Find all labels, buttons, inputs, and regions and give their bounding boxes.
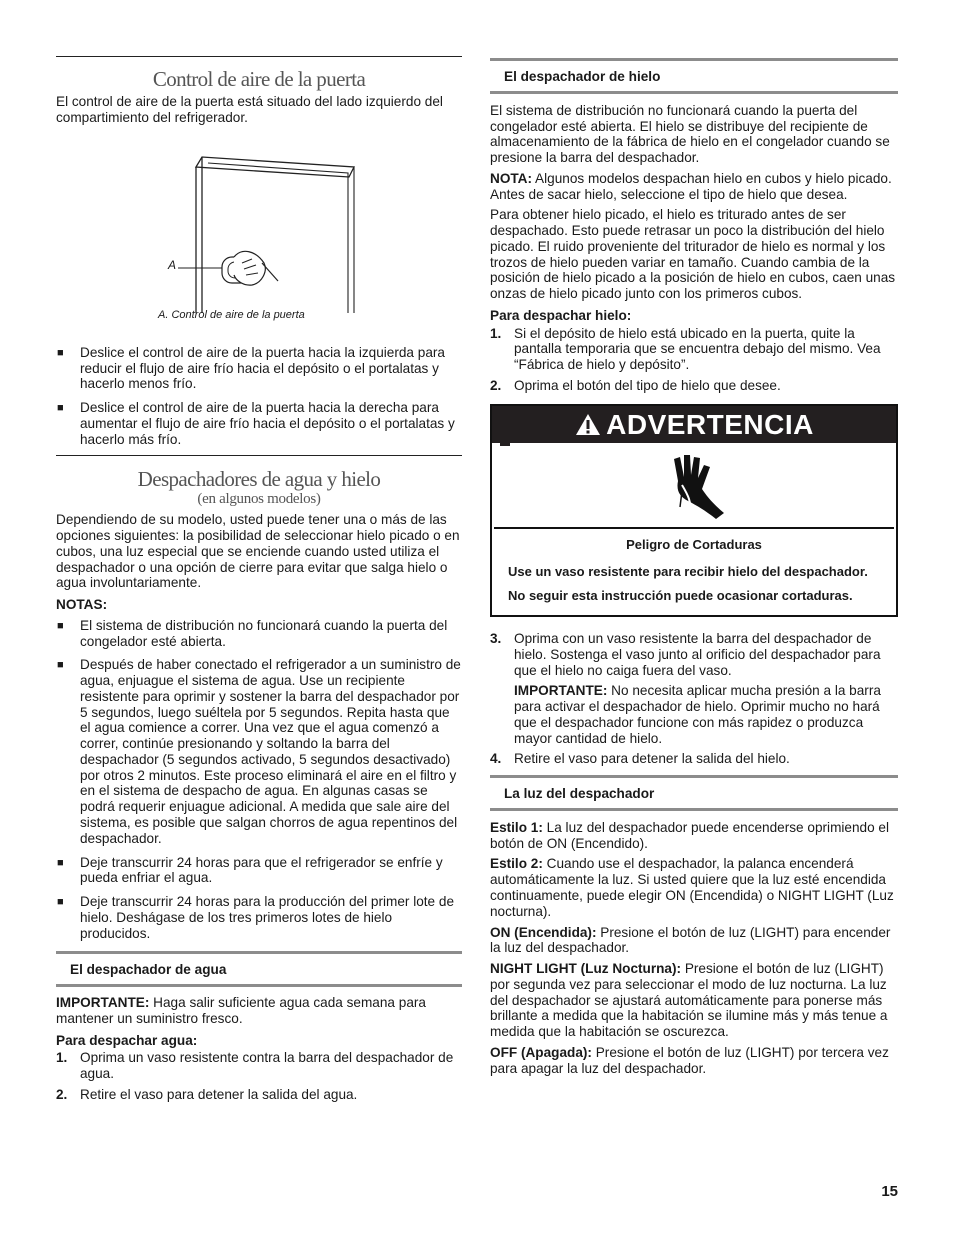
list-item: 3. Oprima con un vaso resistente la barra del despachador de hielo. Sostenga el vaso junto al orificio del despachador para que el hielo no caiga fuera del vaso. IMPORTANTE: No necesita aplicar mucha presión a la barra para activar el despachador de hielo. Oprimir mucho no hará que el despachador funcione con más rapidez o produzca mayor cantidad de hielo. bbox=[490, 631, 898, 746]
ice-step3-important: IMPORTANTE: No necesita aplicar mucha presión a la barra para activar el despachador de hielo. Oprimir mucho no hará que el despachador funcione con más rapidez o produzca mayor cantidad de hielo. bbox=[514, 683, 881, 746]
list-item: ■ El sistema de distribución no funcionará cuando la puerta del congelador esté abierta. bbox=[57, 617, 448, 649]
dispenser-notes bbox=[56, 618, 462, 942]
water-dispenser-heading: El despachador de agua bbox=[56, 951, 462, 987]
door-figure bbox=[56, 131, 462, 321]
list-item: ■ Después de haber conectado el refrigerador a un suministro de agua, enjuague el sistema de agua. Use un recipiente resistente para oprimir y sostener la barra del despachador por 5 segundos, luego suéltela por 5 segundos. Repita hasta que el agua comience a correr. Una vez que el agua comenzó a correr, continúe presionando y soltando la barra del despachador (5 segundos activado, 5 segundos desactivado) por otros 2 minutos. Este proceso eliminará el aire en el filtro y en el sistema de despacho de agua. En algunas casas se podrá requerir enjuague adicional. A medida que sale aire del sistema, es posible que salgan chorros de agua repentinos del despachador. bbox=[57, 657, 461, 846]
list-item: 2. Retire el vaso para detener la salida del agua. bbox=[56, 1086, 358, 1102]
light-off: OFF (Apagada): Presione el botón de luz (LIGHT) por tercera vez para apagar la luz del despachador. bbox=[490, 1044, 889, 1076]
warning-image-area bbox=[494, 443, 894, 529]
section-title-dispensers: Despachadores de agua y hielo bbox=[137, 467, 381, 492]
warning-title: ADVERTENCIA bbox=[606, 408, 814, 440]
dispenser-light-content bbox=[490, 820, 898, 1076]
page-number: 15 bbox=[881, 1183, 898, 1200]
section-title-air-control: Control de aire de la puerta bbox=[152, 67, 366, 91]
light-on: ON (Encendida): Presione el botón de luz (LIGHT) para encender la luz del despachador. bbox=[490, 924, 891, 956]
right-column bbox=[490, 0, 898, 1081]
list-item: ■ Deje transcurrir 24 horas para la producción del primer lote de hielo. Deshágase de los tres primeros lotes de hielo producidos. bbox=[57, 894, 455, 941]
figure-caption: A. Control de aire de la puerta bbox=[158, 308, 305, 321]
ice-note: NOTA: Algunos modelos despachan hielo en cubos y hielo picado. Antes de sacar hielo, seleccione el tipo de hielo que desea. bbox=[490, 170, 892, 202]
list-item: 1. Oprima un vaso resistente contra la barra del despachador de agua. bbox=[56, 1050, 454, 1082]
figure-label-a: A bbox=[168, 257, 177, 272]
dispenser-light-heading: La luz del despachador bbox=[490, 775, 898, 811]
ice-steps-b bbox=[490, 631, 898, 767]
warning-line-1: Use un vaso resistente para recibir hielo del despachador. bbox=[508, 563, 868, 579]
top-rule bbox=[56, 56, 462, 57]
section-subtitle-dispensers: (en algunos modelos) bbox=[197, 490, 321, 507]
light-night: NIGHT LIGHT (Luz Nocturna): Presione el botón de luz (LIGHT) por segunda vez para seleccionar el modo de luz nocturna. La luz del despachador se ajustará automáticamente para ponerse más brillante a medida que la habitación se ilumine más y más tenue a medida que la habitación se oscurezca. bbox=[490, 961, 888, 1040]
ice-paragraph-1: El sistema de distribución no funcionará cuando la puerta del congelador esté abierta. El hielo se distribuye del recipiente de almacenamiento de la fábrica de hielo en el congelador cuando se presione la barra del despachador. bbox=[490, 102, 890, 166]
cut-hand-icon bbox=[666, 451, 726, 521]
air-control-intro: El control de aire de la puerta está situado del lado izquierdo del compartimiento del refrigerador. bbox=[56, 94, 443, 126]
warning-box bbox=[490, 404, 898, 617]
list-item: ■ Deje transcurrir 24 horas para que el refrigerador se enfríe y pueda enfriar el agua. bbox=[57, 854, 443, 886]
warning-hazard: Peligro de Cortaduras bbox=[626, 536, 762, 552]
water-steps-label: Para despachar agua: bbox=[56, 1032, 198, 1048]
light-style-2: Estilo 2: Cuando use el despachador, la palanca encenderá automáticamente la luz. Si usted quiere que la luz esté encendida continuamente, puede elegir ON (Encendida) o NIGHT LIGHT (Luz nocturna). bbox=[490, 856, 894, 919]
warning-header bbox=[492, 406, 896, 443]
notes-label: NOTAS: bbox=[56, 597, 108, 613]
water-important: IMPORTANTE: Haga salir suficiente agua cada semana para mantener un suministro fresco. bbox=[56, 995, 426, 1026]
ice-paragraph-3: Para obtener hielo picado, el hielo es triturado antes de ser despachado. Esto puede retrasar un poco la distribución del hielo picado. El ruido proveniente del triturador de hielo es normal y los trozos de hielo pueden variar en tamaño. Cuando cambia de la posición de hielo picado a la posición de hielo en cubos, caen unas onzas de hielo picado junto con los primeros cubos. bbox=[490, 207, 896, 302]
warning-triangle-icon bbox=[574, 412, 602, 437]
square-bullet-icon: ■ bbox=[57, 619, 64, 632]
square-bullet-icon: ■ bbox=[57, 402, 64, 415]
list-item: ■ Deslice el control de aire de la puerta hacia la derecha para aumentar el flujo de aire frío hacia el depósito o el portalatas y hacerlo más frío. bbox=[57, 400, 455, 447]
dispensers-intro: Dependiendo de su modelo, usted puede tener una o más de las opciones siguientes: la posibilidad de seleccionar hielo picado o en cubos, una luz especial que se enciende cuando usted utiliza el despachador o una opción de cierre para evitar que salga hielo o agua involuntariamente. bbox=[56, 512, 460, 591]
ice-dispenser-heading: El despachador de hielo bbox=[490, 58, 898, 94]
square-bullet-icon: ■ bbox=[57, 659, 64, 672]
square-bullet-icon: ■ bbox=[57, 856, 64, 869]
list-item: ■ Deslice el control de aire de la puerta hacia la izquierda para reducir el flujo de aire frío hacia el depósito o el portalatas y hacerlo menos frío. bbox=[57, 344, 445, 392]
list-item: 4. Retire el vaso para detener la salida del hielo. bbox=[490, 751, 790, 767]
ice-steps-a bbox=[490, 326, 898, 394]
air-control-bullets bbox=[56, 345, 462, 448]
list-item: 1. Si el depósito de hielo está ubicado en la puerta, quite la pantalla temporaria que se encuentra debajo del mismo. Vea “Fábrica de hielo y depósito”. bbox=[490, 325, 881, 373]
door-air-control-illustration bbox=[56, 131, 462, 321]
square-bullet-icon: ■ bbox=[57, 346, 64, 359]
list-item: 2. Oprima el botón del tipo de hielo que desee. bbox=[490, 378, 781, 394]
warning-line-2: No seguir esta instrucción puede ocasionar cortaduras. bbox=[508, 587, 853, 603]
light-style-1: Estilo 1: La luz del despachador puede encenderse oprimiendo el botón de ON (Encendido). bbox=[490, 819, 890, 851]
ice-steps-label: Para despachar hielo: bbox=[490, 307, 632, 323]
section-rule bbox=[56, 455, 462, 456]
square-bullet-icon: ■ bbox=[57, 896, 64, 909]
water-steps bbox=[56, 1050, 462, 1102]
left-column bbox=[56, 0, 462, 1108]
warning-body bbox=[492, 529, 896, 615]
